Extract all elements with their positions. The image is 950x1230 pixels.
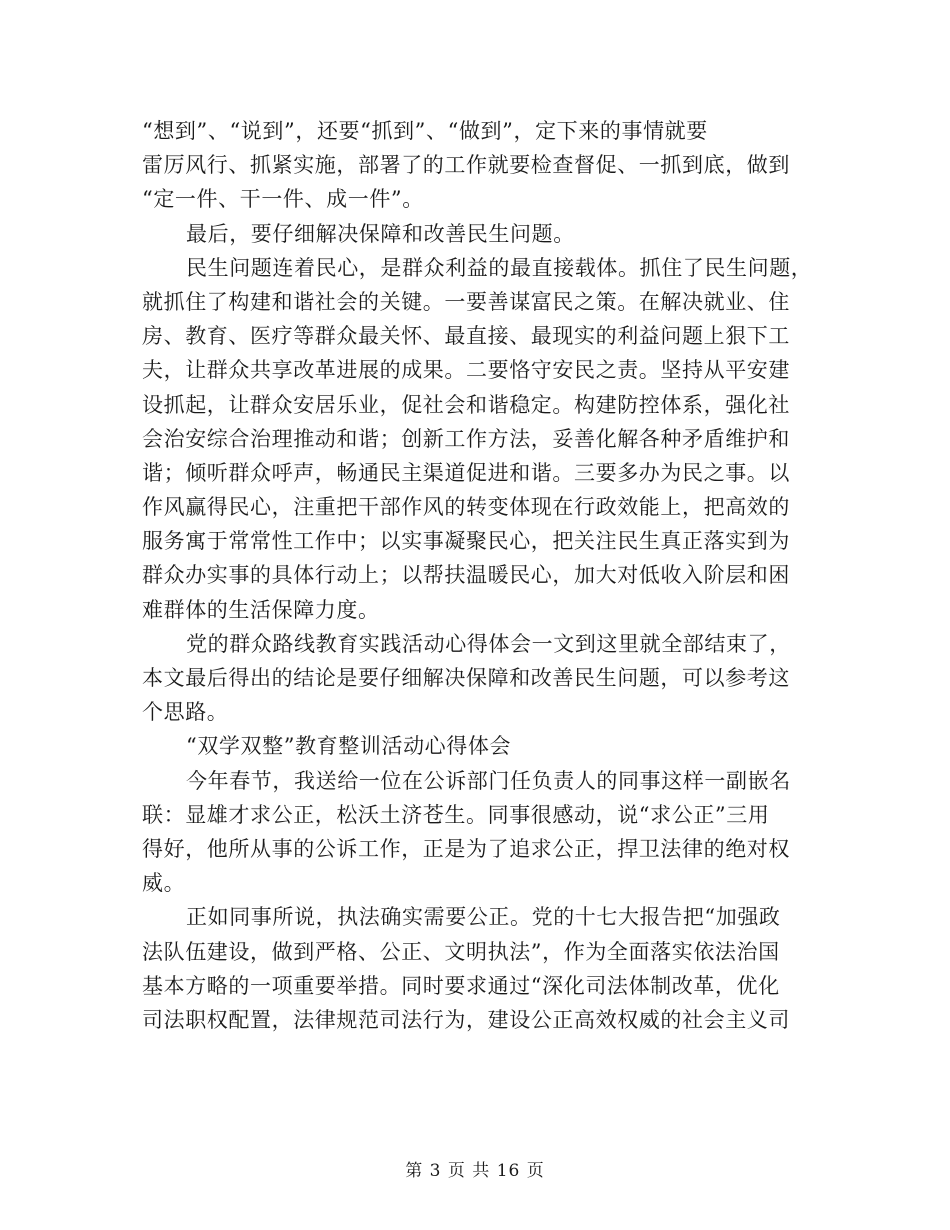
text-line-24: 正如同事所说，执法确实需要公正。党的十七大报告把“加强政 — [186, 905, 781, 930]
text-line-25: 法队伍建设，做到严格、公正、文明执法”，作为全面落实依法治国 — [142, 939, 780, 964]
text-line-14: 群众办实事的具体行动上；以帮扶温暖民心，加大对低收入阶层和困 — [142, 563, 790, 588]
text-line-10: 会治安综合治理推动和谐；创新工作方法，妥善化解各种矛盾维护和 — [142, 426, 790, 451]
text-line-16: 党的群众路线教育实践活动心得体会一文到这里就全部结束了， — [186, 631, 791, 656]
text-line-5: 民生问题连着民心，是群众利益的最直接载体。抓住了民生问题， — [186, 255, 813, 280]
text-line-9: 设抓起，让群众安居乐业，促社会和谐稳定。构建防控体系，强化社 — [142, 392, 790, 417]
text-line-22: 得好，他所从事的公诉工作，正是为了追求公正，捍卫法律的绝对权 — [142, 836, 790, 861]
text-line-20: 今年春节，我送给一位在公诉部门任负责人的同事这样一副嵌名 — [186, 768, 791, 793]
text-line-21: 联：显雄才求公正，松沃土济苍生。同事很感动，说“求公正”三用 — [142, 802, 770, 827]
text-line-26: 基本方略的一项重要举措。同时要求通过“深化司法体制改革，优化 — [142, 973, 780, 998]
page-footer: 第 3 页 共 16 页 — [405, 1161, 545, 1181]
paragraph-heading-finally: 最后，要仔细解决保障和改善民生问题。 — [186, 221, 575, 246]
text-line-11: 谐；倾听群众呼声，畅通民主渠道促进和谐。三要多办为民之事。以 — [142, 460, 790, 485]
text-line-2: 雷厉风行、抓紧实施，部署了的工作就要检查督促、一抓到底，做到 — [142, 153, 790, 178]
text-line-23: 威。 — [142, 871, 186, 896]
text-line-13: 服务寓于常常性工作中；以实事凝聚民心，把关注民生真正落实到为 — [142, 529, 790, 554]
text-line-15: 难群体的生活保障力度。 — [142, 597, 380, 622]
text-line-17: 本文最后得出的结论是要仔细解决保障和改善民生问题，可以参考这 — [142, 666, 790, 690]
text-line-27: 司法职权配置，法律规范司法行为，建设公正高效权威的社会主义司 — [142, 1007, 790, 1032]
text-line-6: 就抓住了构建和谐社会的关键。一要善谋富民之策。在解决就业、住 — [142, 289, 790, 314]
text-line-8: 夫，让群众共享改革进展的成果。二要恪守安民之责。坚持从平安建 — [142, 358, 790, 383]
text-line-18: 个思路。 — [142, 700, 229, 725]
document-body — [142, 114, 813, 1037]
text-line-7: 房、教育、医疗等群众最关怀、最直接、最现实的利益问题上狠下工 — [142, 324, 790, 349]
text-line-1: “想到”、“说到”，还要“抓到”、“做到”，定下来的事情就要 — [142, 119, 708, 143]
text-line-12: 作风赢得民心，注重把干部作风的转变体现在行政效能上，把高效的 — [142, 495, 790, 520]
text-line-3: “定一件、干一件、成一件”。 — [142, 187, 424, 212]
section-title: “双学双整”教育整训活动心得体会 — [186, 734, 512, 759]
